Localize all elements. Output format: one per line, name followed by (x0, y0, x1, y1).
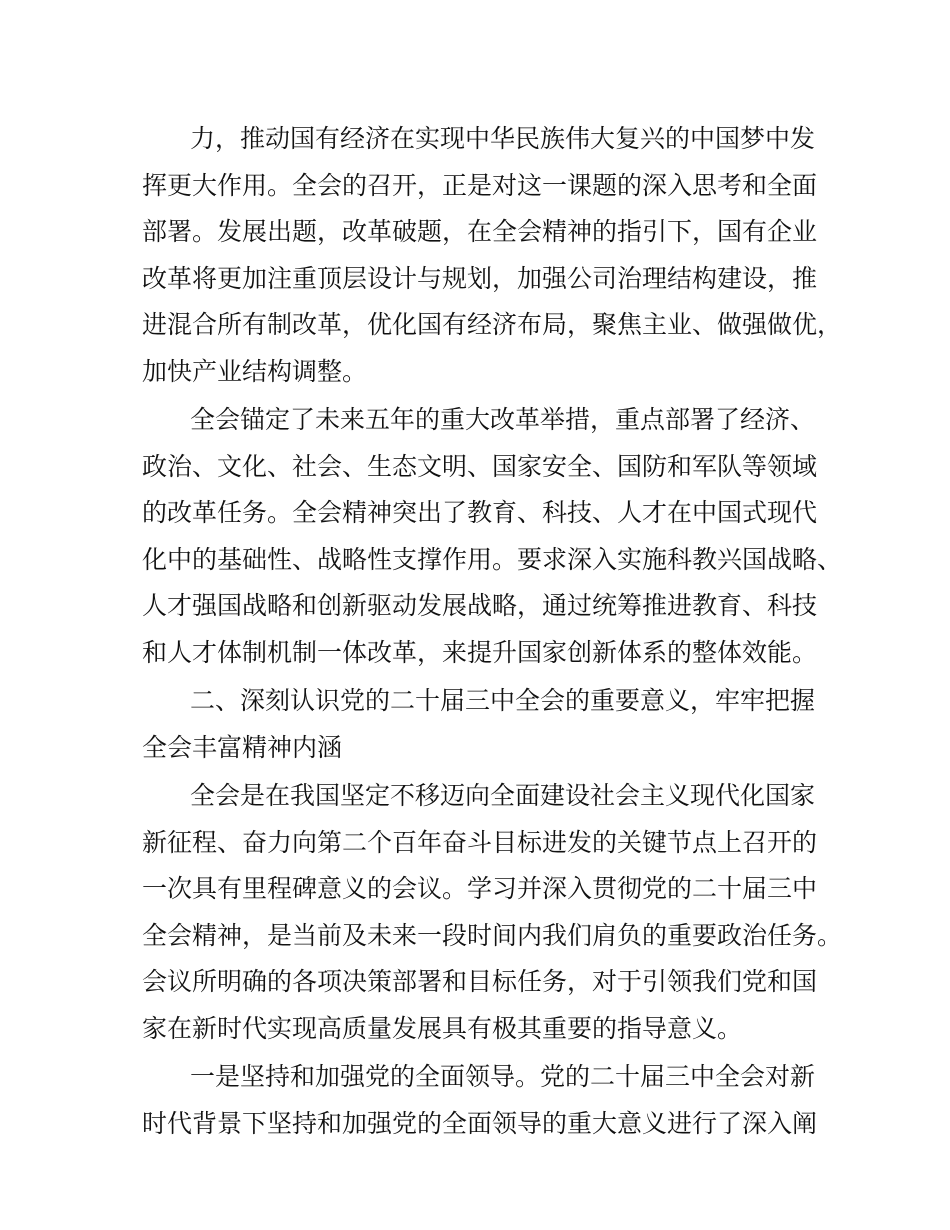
text-line: 力，推动国有经济在实现中华民族伟大复兴的中国梦中发 (190, 124, 816, 153)
text-line: 一是坚持和加强党的全面领导。党的二十届三中全会对新 (190, 1062, 816, 1091)
text-line: 挥更大作用。全会的召开，正是对这一课题的深入思考和全面 (142, 170, 818, 200)
text-line: 全会是在我国坚定不移迈向全面建设社会主义现代化国家 (190, 781, 816, 810)
text-line: 政治、文化、社会、生态文明、国家安全、国防和军队等领域 (142, 451, 818, 481)
text-line: 会议所明确的各项决策部署和目标任务，对于引领我们党和国 (142, 967, 818, 996)
text-line: 时代背景下坚持和加强党的全面领导的重大意义进行了深入阐 (142, 1108, 818, 1138)
section-heading (142, 678, 842, 771)
text-line: 人才强国战略和创新驱动发展战略，通过统筹推进教育、科技 (142, 591, 818, 620)
paragraph-2 (142, 397, 842, 676)
text-line: 化中的基础性、战略性支撑作用。要求深入实施科教兴国战略、 (142, 544, 843, 574)
document-body (142, 116, 842, 1147)
text-line: 全会精神，是当前及未来一段时间内我们肩负的重要政治任务。 (142, 920, 843, 950)
heading-line: 二、深刻认识党的二十届三中全会的重要意义，牢牢把握 (190, 686, 816, 715)
heading-line: 全会丰富精神内涵 (142, 732, 343, 762)
text-line: 和人才体制机制一体改革，来提升国家创新体系的整体效能。 (142, 637, 818, 667)
text-line: 改革将更加注重顶层设计与规划，加强公司治理结构建设，推 (142, 263, 818, 293)
paragraph-1 (142, 116, 842, 395)
text-line: 进混合所有制改革，优化国有经济布局，聚焦主业、做强做优， (142, 310, 843, 339)
paragraph-4 (142, 773, 842, 1052)
text-line: 新征程、奋力向第二个百年奋斗目标进发的关键节点上召开的 (142, 827, 818, 857)
text-line: 全会锚定了未来五年的重大改革举措，重点部署了经济、 (190, 405, 816, 434)
text-line: 的改革任务。全会精神突出了教育、科技、人才在中国式现代 (142, 498, 818, 527)
text-line: 加快产业结构调整。 (142, 356, 368, 386)
text-line: 一次具有里程碑意义的会议。学习并深入贯彻党的二十届三中 (142, 874, 818, 903)
text-line: 部署。发展出题，改革破题，在全会精神的指引下，国有企业 (142, 217, 818, 246)
paragraph-5 (142, 1054, 842, 1147)
text-line: 家在新时代实现高质量发展具有极其重要的指导意义。 (142, 1013, 743, 1043)
